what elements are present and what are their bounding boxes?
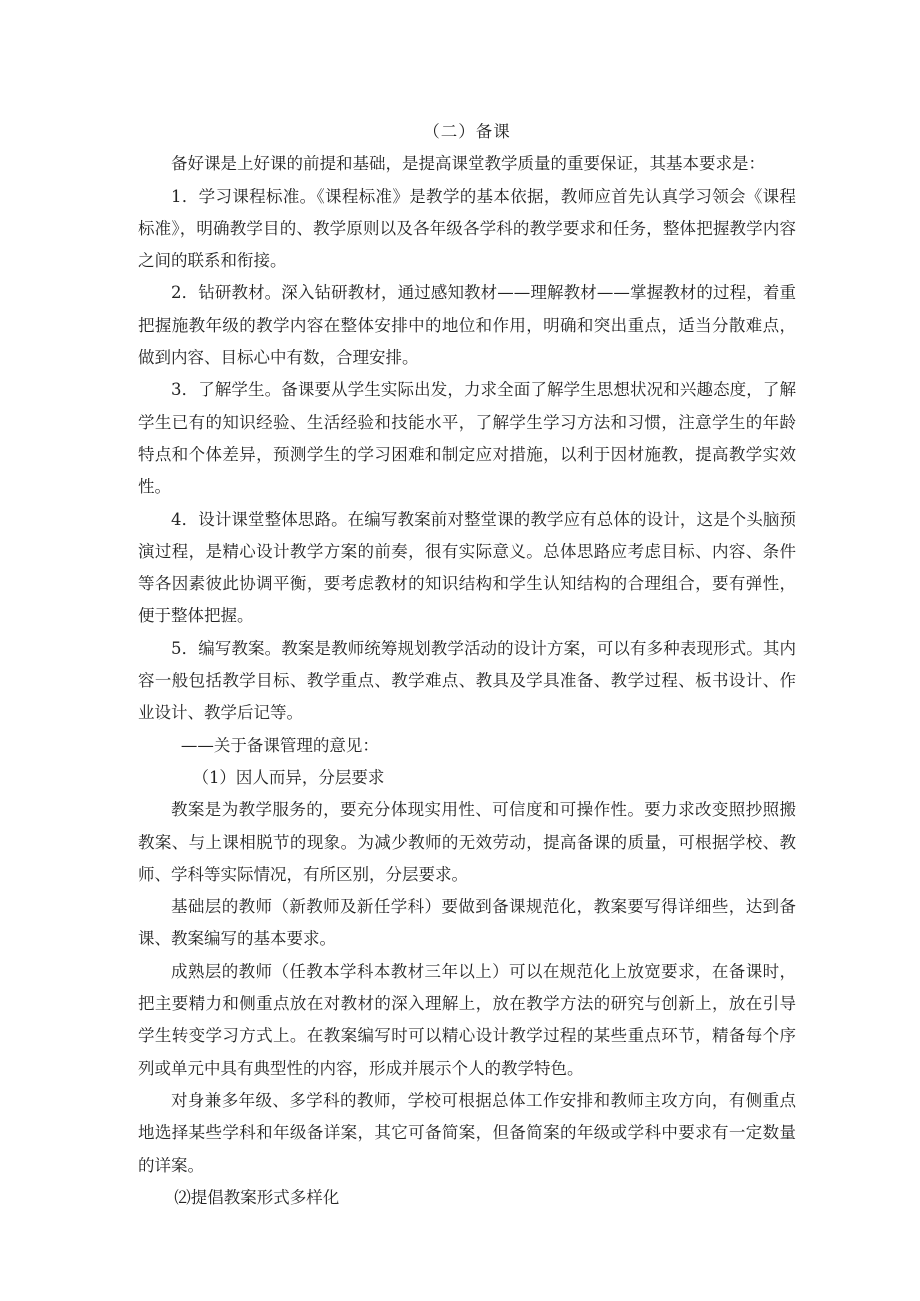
requirement-5-paragraph: 5．编写教案。教案是教师统筹规划教学活动的设计方案，可以有多种表现形式。其内容一般包括教学目标、教学重点、教学难点、教具及学具准备、教学过程、板书设计、作业设计、教学后记等。 [138,638,796,723]
opinions-heading: ——关于备课管理的意见： [180,735,379,755]
section-title: （二）备课 [423,122,511,141]
item-1-paragraph-2: 基础层的教师（新教师及新任学科）要做到备课规范化，教案要写得详细些，达到备课、教案编写的基本要求。 [138,897,796,949]
requirement-3-paragraph: 3．了解学生。备课要从学生实际出发，力求全面了解学生思想状况和兴趣态度，了解学生已有的知识经验、生活经验和技能水平，了解学生学习方法和习惯，注意学生的年龄特点和个体差异，预测学生的学习困难和制定应对措施，以利于因材施教，提高教学实效性。 [138,380,796,497]
requirement-2-paragraph: 2．钻研教材。深入钻研教材，通过感知教材——理解教材——掌握教材的过程，着重把握施教年级的教学内容在整体安排中的地位和作用，明确和突出重点，适当分散难点，做到内容、目标心中有数，合理安排。 [138,283,796,368]
requirement-1-paragraph: 1．学习课程标准。《课程标准》是教学的基本依据，教师应首先认真学习领会《课程标准》，明确教学目的、教学原则以及各年级各学科的教学要求和任务，整体把握教学内容之间的联系和衔接。 [138,186,796,271]
item-1-title: （1）因人而异，分层要求 [192,767,385,787]
intro-paragraph: 备好课是上好课的前提和基础，是提高课堂教学质量的重要保证，其基本要求是： [171,154,765,174]
item-2-title: ⑵提倡教案形式多样化 [174,1187,340,1207]
requirement-4-paragraph: 4．设计课堂整体思路。在编写教案前对整堂课的教学应有总体的设计，这是个头脑预演过程，是精心设计教学方案的前奏，很有实际意义。总体思路应考虑目标、内容、条件等各因素彼此协调平衡，要考虑教材的知识结构和学生认知结构的合理组合，要有弹性，便于整体把握。 [138,509,796,626]
document-body [138,116,796,1214]
item-1-paragraph-1: 教案是为教学服务的，要充分体现实用性、可信度和可操作性。要力求改变照抄照搬教案、与上课相脱节的现象。为减少教师的无效劳动，提高备课的质量，可根据学校、教师、学科等实际情况，有所区别，分层要求。 [138,800,796,884]
item-1-paragraph-4: 对身兼多年级、多学科的教师，学校可根据总体工作安排和教师主攻方向，有侧重点地选择某些学科和年级备详案，其它可备简案，但备简案的年级或学科中要求有一定数量的详案。 [138,1090,796,1175]
item-1-paragraph-3: 成熟层的教师（任教本学科本教材三年以上）可以在规范化上放宽要求，在备课时，把主要精力和侧重点放在对教材的深入理解上，放在教学方法的研究与创新上，放在引导学生转变学习方式上。在教案编写时可以精心设计教学过程的某些重点环节，精备每个序列或单元中具有典型性的内容，形成并展示个人的教学特色。 [138,961,796,1078]
